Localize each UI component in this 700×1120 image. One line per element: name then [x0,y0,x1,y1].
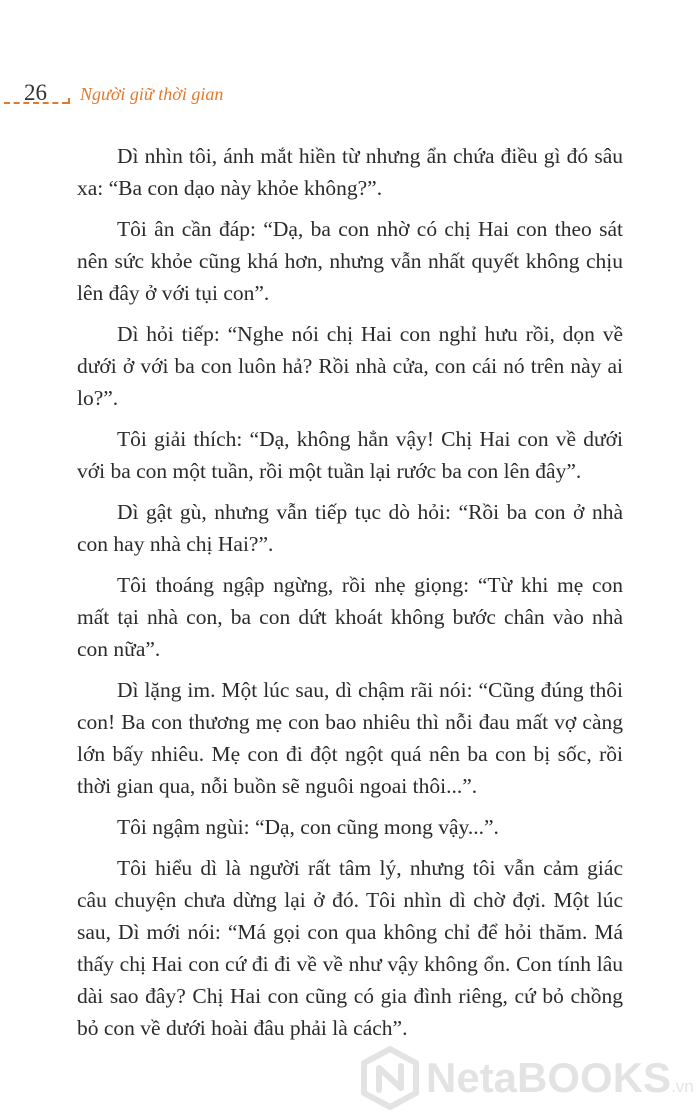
paragraph: Tôi giải thích: “Dạ, không hẳn vậy! Chị Hai con về dưới với ba con một tuần, rồi một tuần lại rước ba con lên đây”. [77,427,623,483]
running-title: Người giữ thời gian [80,84,224,104]
header-rule-tick [68,98,70,104]
watermark-brand-text: NetaBOOKS.vn [426,1054,694,1101]
paragraph: Dì lặng im. Một lúc sau, dì chậm rãi nói: “Cũng đúng thôi con! Ba con thương mẹ con bao nhiêu thì nỗi đau mất vợ càng lớn bấy nhiêu. Mẹ con đi đột ngột quá nên ba con bị sốc, rồi thời gian qua, nỗi buồn sẽ nguôi ngoai thôi...”. [77,678,623,798]
watermark-domain-suffix: .vn [671,1077,694,1096]
paragraph: Dì hỏi tiếp: “Nghe nói chị Hai con nghỉ hưu rồi, dọn về dưới ở với ba con luôn hả? Rồi nhà cửa, con cái nó trên này ai lo?”. [77,322,623,410]
page-number: 26 [24,80,47,105]
paragraph: Tôi thoáng ngập ngừng, rồi nhẹ giọng: “Từ khi mẹ con mất tại nhà con, ba con dứt khoát không bước chân vào nhà con nữa”. [77,573,623,661]
page-header [4,80,304,110]
paragraph: Tôi hiểu dì là người rất tâm lý, nhưng tôi vẫn cảm giác câu chuyện chưa dừng lại ở đó. Tôi nhìn dì chờ đợi. Một lúc sau, Dì mới nói: “Má gọi con qua không chỉ để hỏi thăm. Má thấy chị Hai con cứ đi đi về về như vậy không ổn. Con tính lâu dài sao đây? Chị Hai con cũng có gia đình riêng, cứ bỏ chồng bỏ con về dưới hoài đâu phải là cách”. [77,856,623,1040]
header-dashed-rule [4,102,68,104]
paragraph: Tôi ân cần đáp: “Dạ, ba con nhờ có chị Hai con theo sát nên sức khỏe cũng khá hơn, nhưng vẫn nhất quyết không chịu lên đây ở với tụi con”. [77,217,623,305]
watermark [360,1046,695,1110]
paragraph: Dì nhìn tôi, ánh mắt hiền từ nhưng ẩn chứa điều gì đó sâu xa: “Ba con dạo này khỏe không?”. [77,144,623,200]
paragraph: Tôi ngậm ngùi: “Dạ, con cũng mong vậy...”. [117,815,499,839]
body-text [77,140,623,1053]
n-hexagon-logo-icon [360,1046,420,1110]
paragraph: Dì gật gù, nhưng vẫn tiếp tục dò hỏi: “Rồi ba con ở nhà con hay nhà chị Hai?”. [77,500,623,556]
